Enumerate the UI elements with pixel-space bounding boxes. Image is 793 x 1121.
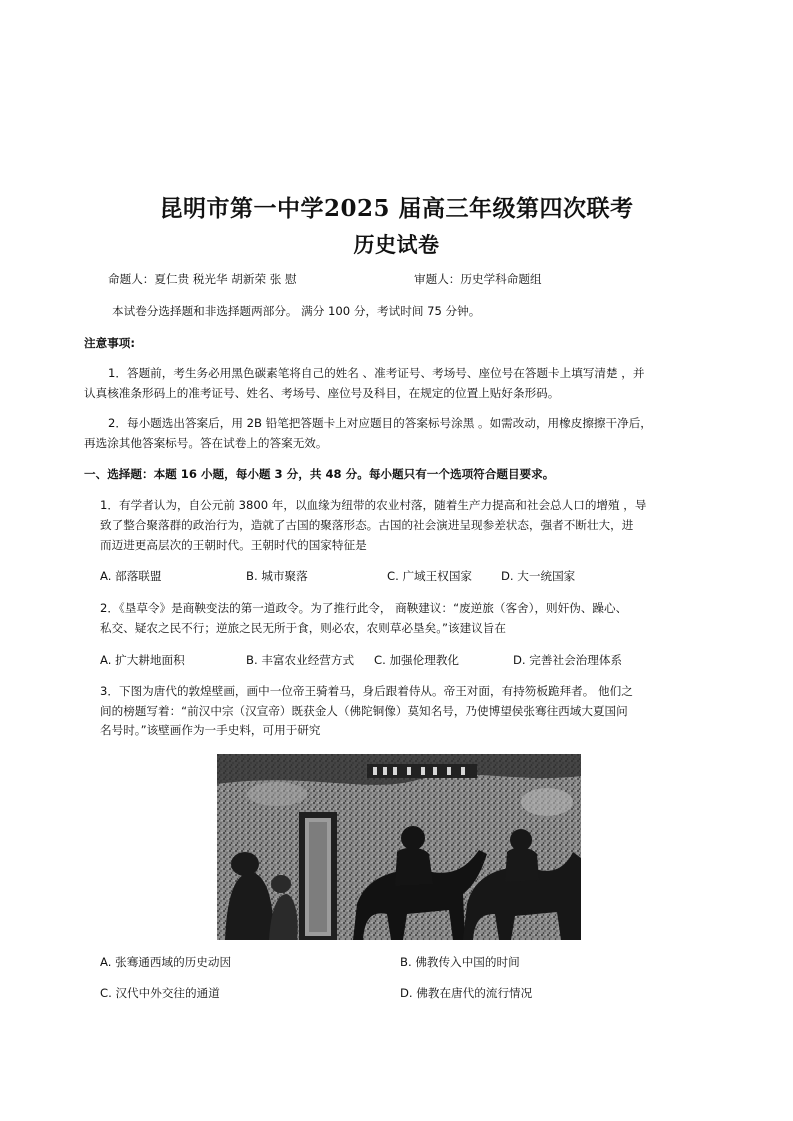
q3-option-d[interactable]: D. 佛教在唐代的流行情况 xyxy=(400,986,533,1000)
notice-item-2-line-1: 2．每小题选出答案后，用 2B 铅笔把答题卡上对应题目的答案标号涂黑 。如需改动，用橡皮擦擦干净后， xyxy=(108,416,652,430)
q3-stem-line-1: 3．下图为唐代的敦煌壁画，画中一位帝王骑着马，身后跟着侍从。帝王对面，有持笏板跪拜者。 他们之 xyxy=(100,684,633,698)
q2-option-b[interactable]: B. 丰富农业经营方式 xyxy=(246,653,355,667)
notice-heading: 注意事项: xyxy=(84,336,136,350)
q3-option-a[interactable]: A. 张骞通西域的历史动因 xyxy=(100,955,232,969)
notice-item-2-line-2: 再选涂其他答案标号。答在试卷上的答案无效。 xyxy=(84,436,328,450)
exam-intro: 本试卷分选择题和非选择题两部分。 满分 100 分，考试时间 75 分钟。 xyxy=(112,304,481,318)
q2-stem-line-1: 2．《垦草令》是商鞅变法的第一道政令。为了推行此令， 商鞅建议：“废逆旅（客舍），则奸伪、躁心、 xyxy=(100,601,628,615)
q1-stem-line-3: 而迈进更高层次的王朝时代。王朝时代的国家特征是 xyxy=(100,538,367,552)
authors-line: 命题人：夏仁贵 税光华 胡新荣 张 慰 xyxy=(108,272,297,286)
q1-option-b[interactable]: B. 城市聚落 xyxy=(246,569,308,583)
q1-option-d[interactable]: D. 大一统国家 xyxy=(501,569,576,583)
exam-subtitle: 历史试卷 xyxy=(353,232,440,257)
notice-item-1-line-1: 1．答题前，考生务必用黑色碳素笔将自己的姓名 、准考证号、考场号、座位号在答题卡上填写清楚 ，并 xyxy=(108,366,645,380)
dunhuang-mural-image xyxy=(217,754,581,940)
q3-option-c[interactable]: C. 汉代中外交往的通道 xyxy=(100,986,220,1000)
q1-option-a[interactable]: A. 部落联盟 xyxy=(100,569,162,583)
notice-item-1-line-2: 认真核准条形码上的准考证号、姓名、考场号、座位号及科目，在规定的位置上贴好条形码。 xyxy=(84,386,560,400)
section-heading: 一、选择题：本题 16 小题，每小题 3 分，共 48 分。每小题只有一个选项符合题目要求。 xyxy=(84,467,555,481)
q1-option-c[interactable]: C. 广域王权国家 xyxy=(387,569,473,583)
q2-stem-line-2: 私交、疑农之民不行；逆旅之民无所于食，则必农，农则草必垦矣。”该建议旨在 xyxy=(100,621,506,635)
q3-stem-line-3: 名号时。”该壁画作为一手史料，可用于研究 xyxy=(100,723,321,737)
q2-option-a[interactable]: A. 扩大耕地面积 xyxy=(100,653,185,667)
exam-title: 昆明市第一中学2025 届高三年级第四次联考 xyxy=(159,195,634,222)
q3-option-b[interactable]: B. 佛教传入中国的时间 xyxy=(400,955,520,969)
reviewer-line: 审题人：历史学科命题组 xyxy=(414,272,542,286)
q3-stem-line-2: 间的榜题写着：“前汉中宗（汉宣帝）既获金人（佛陀铜像）莫知名号，乃使博望侯张骞往西域大夏国问 xyxy=(100,704,628,718)
q2-option-d[interactable]: D. 完善社会治理体系 xyxy=(513,653,623,667)
q2-option-c[interactable]: C. 加强伦理教化 xyxy=(374,653,460,667)
q1-stem-line-1: 1．有学者认为，自公元前 3800 年，以血缘为纽带的农业村落，随着生产力提高和社会总人口的增殖 ，导 xyxy=(100,498,647,512)
q1-stem-line-2: 致了整合聚落群的政治行为，造就了古国的聚落形态。古国的社会演进呈现参差状态，强者不断壮大，进 xyxy=(100,518,634,532)
